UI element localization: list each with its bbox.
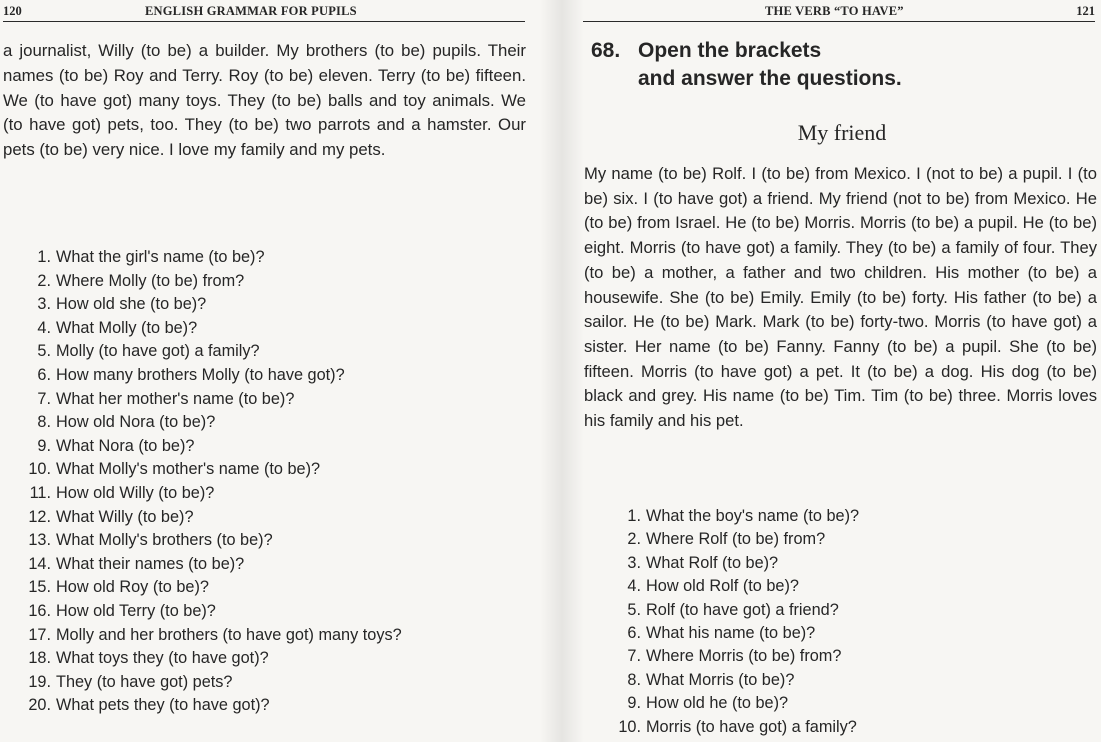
left-paragraph: a journalist, Willy (to be) a builder. My brothers (to be) pupils. Their names (to be) Roy and Terry. Roy (to be) eleven. Terry (to be) fifteen. We (to have got) many toys. They (to be) balls and toy animals. We (to have got) pets, too. They (to be) two parrots and a hamster. Our pets (to be) very nice. I love my family and my pets.: [3, 41, 526, 160]
question-text: What Molly's brothers (to be)?: [56, 531, 273, 550]
question-number: 9.: [627, 694, 641, 713]
question-text: What Willy (to be)?: [56, 507, 194, 526]
question-text: What Nora (to be)?: [56, 436, 195, 455]
question-text: What the boy's name (to be)?: [646, 507, 860, 525]
question-item: [20, 553, 510, 577]
question-item: [610, 622, 1040, 645]
left-running-head: [3, 3, 525, 22]
question-item: [610, 575, 1040, 598]
right-page: [583, 0, 1101, 742]
question-number: 5.: [627, 600, 641, 619]
question-item: [20, 317, 510, 341]
question-item: [20, 694, 510, 718]
question-item: [20, 388, 510, 412]
question-text: What Rolf (to be)?: [646, 553, 779, 572]
question-number: 2.: [37, 271, 51, 290]
question-text: How old Roy (to be)?: [56, 578, 209, 597]
question-text: Morris (to have got) a family?: [646, 717, 857, 736]
question-number: 19.: [28, 672, 51, 691]
question-text: How old he (to be)?: [646, 694, 789, 713]
question-number: 2.: [627, 530, 641, 549]
question-text: How old she (to be)?: [56, 295, 207, 314]
question-item: [20, 529, 510, 553]
exercise-title-line1: Open the brackets: [638, 39, 822, 62]
question-number: 13.: [28, 531, 51, 550]
question-item: [20, 435, 510, 459]
question-text: How old Rolf (to be)?: [646, 577, 799, 596]
question-text: What Molly (to be)?: [56, 318, 198, 337]
question-item: [20, 576, 510, 600]
question-number: 3.: [37, 295, 51, 314]
question-item: [20, 246, 510, 270]
question-number: 17.: [28, 625, 51, 644]
question-text: How old Terry (to be)?: [56, 601, 216, 620]
exercise-title-line2: and answer the questions.: [638, 67, 902, 90]
question-text: How old Nora (to be)?: [56, 413, 216, 432]
question-item: [610, 505, 1040, 528]
question-text: Where Molly (to be) from?: [56, 271, 245, 290]
question-item: [610, 716, 1040, 739]
question-number: 11.: [29, 483, 51, 502]
question-text: Where Morris (to be) from?: [646, 647, 842, 666]
question-item: [610, 528, 1040, 551]
right-question-list: [610, 505, 1040, 739]
question-text: They (to have got) pets?: [56, 672, 233, 691]
question-item: [20, 340, 510, 364]
question-item: [20, 458, 510, 482]
question-text: What toys they (to have got)?: [56, 649, 269, 668]
question-item: [20, 624, 510, 648]
story-title: My friend: [797, 120, 887, 145]
exercise-number: 68.: [591, 39, 621, 62]
question-number: 4.: [37, 318, 51, 337]
question-number: 8.: [627, 670, 641, 689]
question-number: 3.: [627, 553, 641, 572]
right-running-head: [583, 3, 1095, 22]
question-number: 1.: [37, 248, 51, 266]
question-text: What the girl's name (to be)?: [56, 248, 265, 266]
question-item: [20, 482, 510, 506]
book-gutter: [540, 0, 584, 742]
question-item: [20, 293, 510, 317]
question-number: 14.: [28, 554, 51, 573]
right-page-number: 121: [1076, 4, 1095, 18]
question-number: 10.: [618, 717, 641, 736]
question-number: 20.: [28, 696, 51, 715]
left-question-list: [20, 246, 510, 718]
right-paragraph: My name (to be) Rolf. I (to be) from Mexico. I (not to be) a pupil. I (to be) six. I (to have got) a friend. My friend (not to be) from Mexico. He (to be) from Israel. He (to be) Morris. Morris (to be) a pupil. He (to be) eight. Morris (to have got) a family. They (to be) a family of four. They (to be) a mother, a father and two children. His mother (to be) a housewife. She (to be) Emily. Emily (to be) forty. His father (to be) a sailor. He (to be) Mark. Mark (to be) forty-two. Morris (to have got) a sister. Her name (to be) Fanny. Fanny (to be) a pupil. She (to be) fifteen. Morris (to have got) a pet. It (to be) a dog. His dog (to be) black and grey. His name (to be) Tim. Tim (to be) three. Morris loves his family and his pet.: [584, 164, 1097, 431]
question-number: 7.: [37, 389, 51, 408]
question-text: What her mother's name (to be)?: [56, 389, 295, 408]
question-item: [610, 552, 1040, 575]
question-item: [20, 647, 510, 671]
question-number: 18.: [28, 649, 51, 668]
question-item: [20, 671, 510, 695]
question-number: 16.: [28, 601, 51, 620]
question-number: 7.: [627, 647, 641, 666]
exercise-heading: [591, 37, 902, 93]
right-running-title: THE VERB “TO HAVE”: [765, 4, 904, 18]
question-text: Molly and her brothers (to have got) many toys?: [56, 625, 402, 644]
question-number: 4.: [627, 577, 641, 596]
question-item: [20, 270, 510, 294]
question-number: 1.: [627, 507, 641, 525]
question-text: Where Rolf (to be) from?: [646, 530, 826, 549]
question-item: [610, 645, 1040, 668]
question-item: [610, 692, 1040, 715]
question-text: How old Willy (to be)?: [56, 483, 215, 502]
question-text: What pets they (to have got)?: [56, 696, 270, 715]
question-text: What Morris (to be)?: [646, 670, 795, 689]
question-number: 15.: [28, 578, 51, 597]
question-number: 8.: [37, 413, 51, 432]
question-item: [20, 364, 510, 388]
question-text: What Molly's mother's name (to be)?: [56, 460, 321, 479]
question-text: What his name (to be)?: [646, 623, 816, 642]
question-number: 6.: [37, 365, 51, 384]
question-item: [20, 411, 510, 435]
question-text: Molly (to have got) a family?: [56, 342, 260, 361]
question-number: 6.: [627, 623, 641, 642]
question-number: 10.: [28, 460, 51, 479]
question-text: Rolf (to have got) a friend?: [646, 600, 839, 619]
left-page-number: 120: [3, 4, 22, 18]
question-item: [20, 600, 510, 624]
question-item: [610, 599, 1040, 622]
question-number: 5.: [37, 342, 51, 361]
left-page: [0, 0, 530, 742]
left-running-title: ENGLISH GRAMMAR FOR PUPILS: [145, 4, 357, 18]
question-text: How many brothers Molly (to have got)?: [56, 365, 345, 384]
question-item: [20, 506, 510, 530]
question-item: [610, 669, 1040, 692]
question-number: 12.: [28, 507, 51, 526]
question-text: What their names (to be)?: [56, 554, 245, 573]
question-number: 9.: [37, 436, 51, 455]
